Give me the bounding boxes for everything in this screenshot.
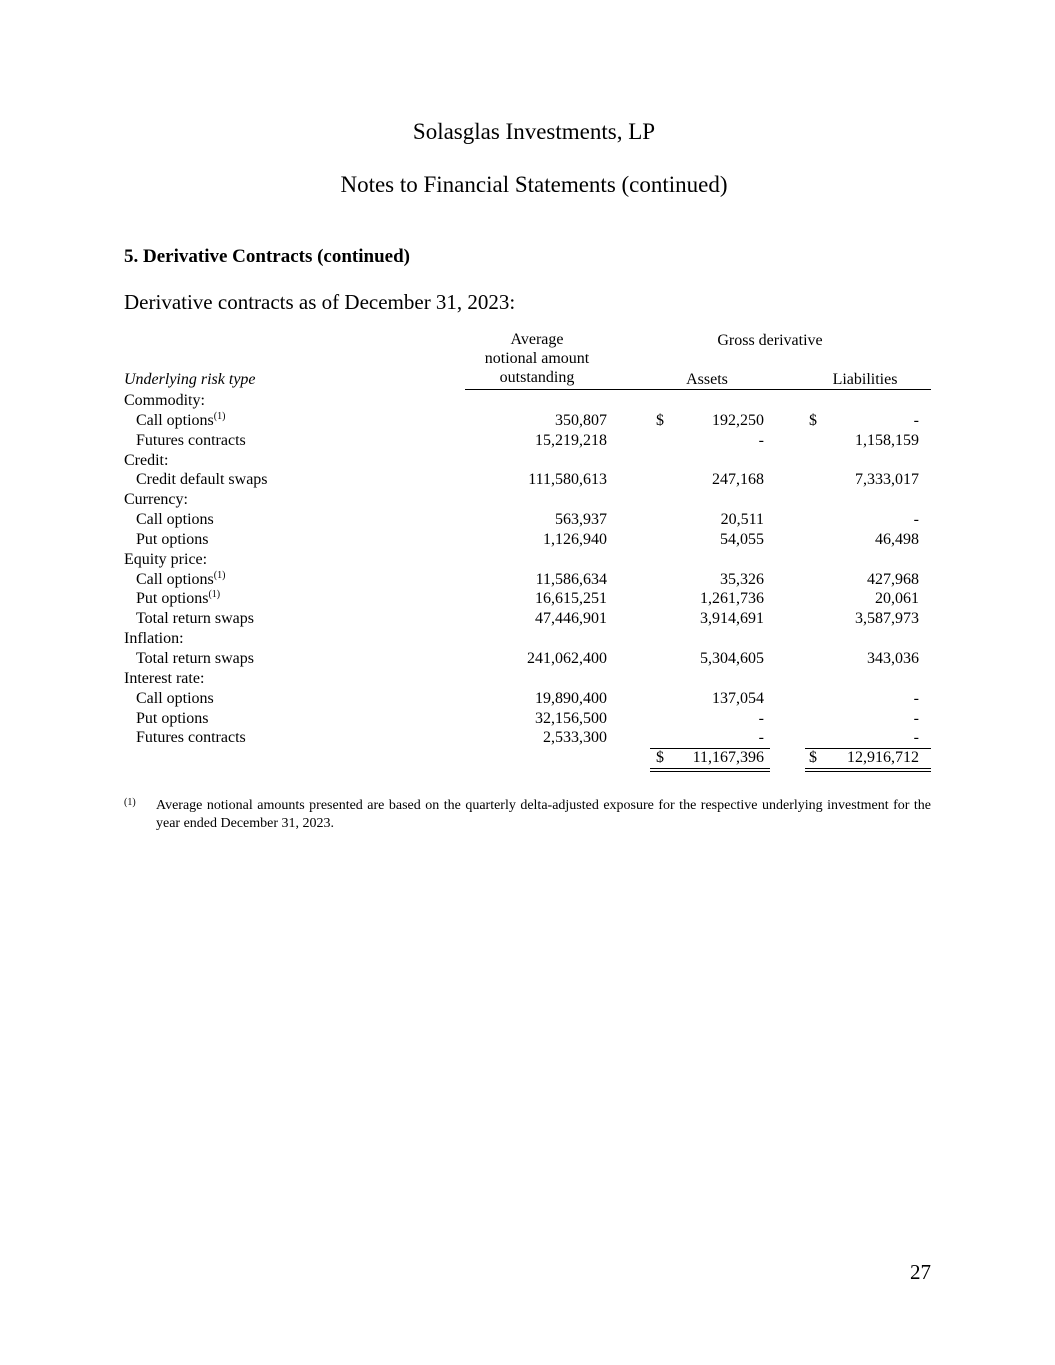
footnote-mark: (1) (124, 797, 136, 808)
table-row (0, 411, 1055, 431)
category-row (0, 629, 1055, 649)
category-label: Commodity: (124, 392, 205, 409)
table-row (0, 728, 1055, 748)
category-label: Interest rate: (124, 669, 205, 687)
section-title: 5. Derivative Contracts (continued) (124, 246, 411, 267)
assets-value: 192,250 (712, 411, 764, 429)
row-label: Put options (136, 709, 209, 727)
derivative-contracts-table (0, 391, 1055, 768)
section-intro: Derivative contracts as of December 31, 2023: (124, 290, 516, 314)
category-row (0, 391, 1055, 411)
header-assets: Assets (686, 371, 728, 388)
liabilities-value: 20,061 (875, 590, 919, 608)
row-label: Put options (136, 590, 209, 608)
notional-value: 2,533,300 (543, 729, 607, 747)
notional-value: 19,890,400 (535, 689, 607, 707)
category-label: Credit: (124, 451, 169, 469)
liabilities-value: 427,968 (867, 570, 919, 588)
notional-value: 16,615,251 (535, 590, 607, 608)
table-row (0, 649, 1055, 669)
page-subtitle: Notes to Financial Statements (continued) (340, 172, 728, 197)
liabilities-value: 3,587,973 (855, 610, 919, 628)
table-row (0, 470, 1055, 490)
table-row (0, 510, 1055, 530)
footnote (124, 797, 931, 833)
total-liabilities: 12,916,712 (847, 749, 919, 767)
header-liabilities: Liabilities (832, 371, 898, 388)
notional-value: 15,219,218 (535, 431, 607, 449)
header-avg-line3: outstanding (499, 369, 575, 386)
row-label-group (136, 570, 225, 590)
notional-value: 11,586,634 (535, 570, 607, 588)
liabilities-value: 343,036 (867, 649, 919, 667)
header-average-notional (462, 330, 612, 387)
category-label: Equity price: (124, 550, 208, 568)
row-label: Call options (136, 570, 214, 588)
total-double-rule-assets-2 (650, 771, 770, 772)
assets-value: 35,326 (720, 570, 764, 588)
assets-value: - (758, 431, 764, 449)
notional-value: 47,446,901 (535, 610, 607, 628)
assets-value: 54,055 (720, 530, 764, 548)
assets-value: 137,054 (712, 689, 764, 707)
table-row (0, 609, 1055, 629)
footnote-ref: (1) (213, 410, 226, 422)
table-row (0, 530, 1055, 550)
currency-symbol: $ (656, 749, 664, 767)
footnote-text: Average notional amounts presented are based on the quarterly delta-adjusted exposure for the respective underlying investment for the year ended December 31, 2023. (156, 798, 931, 831)
row-label: Credit default swaps (136, 471, 268, 489)
assets-value: 20,511 (720, 511, 764, 529)
assets-value: - (758, 709, 764, 727)
row-label-group (136, 411, 225, 431)
notional-value: 32,156,500 (535, 709, 607, 727)
header-gross-derivative: Gross derivative (717, 332, 823, 349)
assets-value: 1,261,736 (700, 590, 764, 608)
liabilities-value: - (913, 729, 919, 747)
table-row (0, 689, 1055, 709)
header-avg-line1: Average (510, 331, 564, 348)
liabilities-value: 1,158,159 (855, 431, 919, 449)
header-rule (465, 389, 931, 390)
row-label: Futures contracts (136, 729, 246, 747)
row-label: Total return swaps (136, 649, 254, 667)
row-label: Call options (136, 411, 214, 429)
currency-symbol: $ (809, 411, 817, 429)
table-row (0, 709, 1055, 729)
category-label: Currency: (124, 491, 188, 509)
category-label: Inflation: (124, 630, 184, 648)
liabilities-value: 7,333,017 (855, 471, 919, 489)
total-row (0, 748, 1055, 768)
category-row (0, 490, 1055, 510)
liabilities-value: - (913, 411, 919, 429)
table-row (0, 570, 1055, 590)
category-row (0, 550, 1055, 570)
assets-value: 247,168 (712, 471, 764, 489)
currency-symbol: $ (809, 749, 817, 767)
notional-value: 1,126,940 (543, 530, 607, 548)
notional-value: 111,580,613 (528, 471, 607, 489)
page-number: 27 (910, 1260, 931, 1284)
category-row (0, 669, 1055, 689)
table-row (0, 431, 1055, 451)
notional-value: 241,062,400 (527, 649, 607, 667)
currency-symbol: $ (656, 411, 664, 429)
header-risk-type: Underlying risk type (124, 371, 256, 388)
liabilities-value: 46,498 (875, 530, 919, 548)
row-label: Call options (136, 511, 214, 529)
notional-value: 350,807 (555, 411, 607, 429)
footnote-ref: (1) (208, 589, 221, 601)
liabilities-value: - (913, 689, 919, 707)
footnote-ref: (1) (213, 569, 226, 581)
company-name: Solasglas Investments, LP (412, 119, 656, 144)
assets-value: - (758, 729, 764, 747)
liabilities-value: - (913, 709, 919, 727)
total-assets: 11,167,396 (692, 749, 764, 767)
liabilities-value: - (913, 511, 919, 529)
header-avg-line2: notional amount (484, 350, 590, 367)
row-label: Call options (136, 689, 214, 707)
category-row (0, 451, 1055, 471)
assets-value: 3,914,691 (700, 610, 764, 628)
table-row (0, 589, 1055, 609)
row-label: Total return swaps (136, 610, 254, 628)
notional-value: 563,937 (555, 511, 607, 529)
row-label: Put options (136, 530, 209, 548)
assets-value: 5,304,605 (700, 649, 764, 667)
row-label-group (136, 589, 220, 609)
total-double-rule-liabilities-2 (805, 771, 931, 772)
row-label: Futures contracts (136, 431, 246, 449)
